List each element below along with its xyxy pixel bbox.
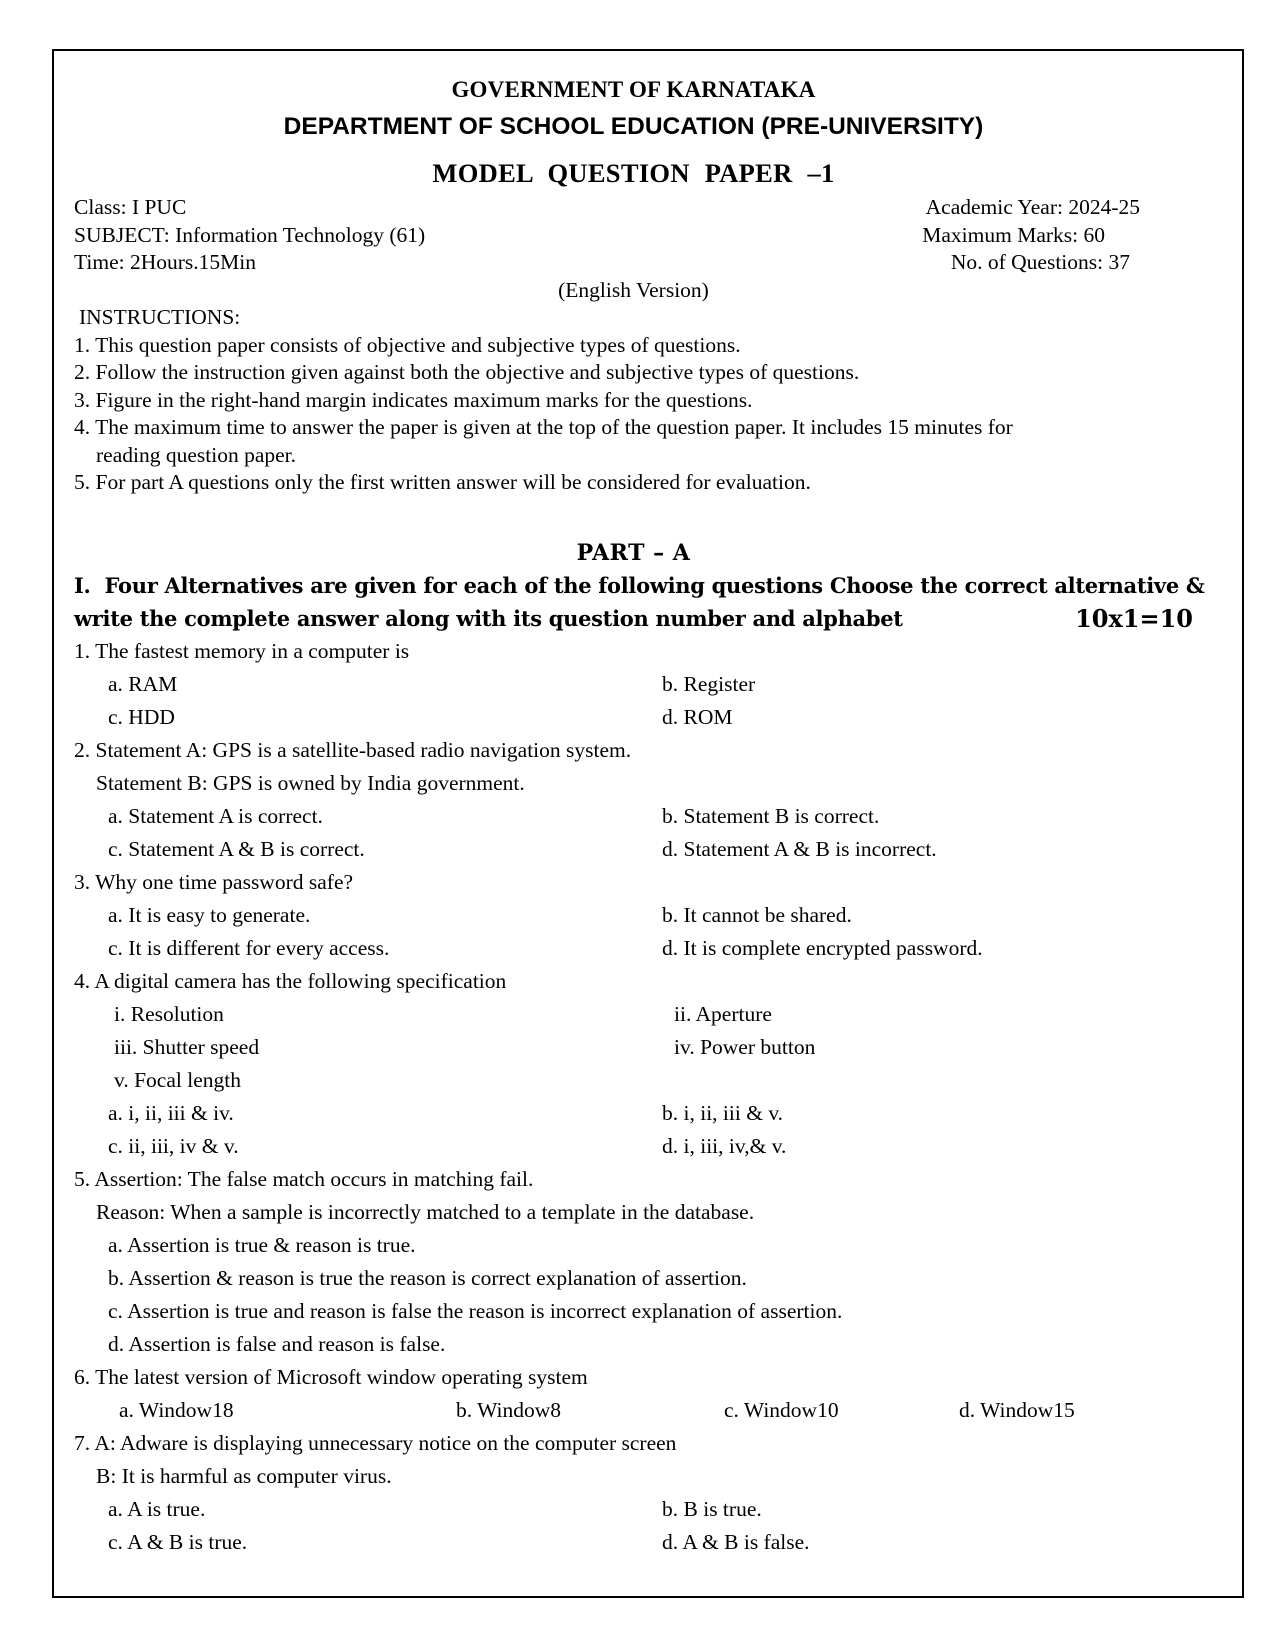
option: a. Window18: [119, 1397, 234, 1422]
option: d. A & B is false.: [662, 1529, 810, 1554]
option: d. It is complete encrypted password.: [662, 935, 983, 960]
option: b. B is true.: [662, 1496, 762, 1521]
option-row: [74, 701, 1193, 734]
question: [74, 734, 1193, 866]
instruction-line: 5. For part A questions only the first written answer will be considered for evaluation.: [74, 470, 811, 494]
option: c. HDD: [108, 704, 175, 729]
option: c. ii, iii, iv & v.: [108, 1133, 239, 1158]
option: d. Statement A & B is incorrect.: [662, 836, 937, 861]
question-text: Statement B: GPS is owned by India government.: [96, 770, 525, 795]
option-row: [74, 1229, 1193, 1262]
option: c. Statement A & B is correct.: [108, 836, 365, 861]
option-row: [74, 1295, 1193, 1328]
subject-label: SUBJECT: Information Technology (61): [74, 222, 426, 247]
question: [74, 866, 1193, 965]
part-a-title: PART – A: [576, 539, 691, 566]
option: a. Assertion is true & reason is true.: [108, 1232, 416, 1257]
exam-meta: [74, 194, 1193, 277]
part-a-direction-line2: write the complete answer along with its question number and alphabet: [74, 605, 903, 631]
paper-title: MODEL QUESTION PAPER –1: [432, 158, 835, 188]
question-text: 4. A digital camera has the following specification: [74, 968, 507, 993]
option: i. Resolution: [114, 1001, 224, 1026]
question: [74, 635, 1193, 734]
option-row: [74, 998, 1193, 1031]
instructions-list: [74, 332, 1193, 497]
option: a. Statement A is correct.: [108, 803, 323, 828]
option: b. Window8: [456, 1397, 562, 1422]
question: [74, 1361, 1193, 1427]
option: c. It is different for every access.: [108, 935, 390, 960]
instructions-title: INSTRUCTIONS:: [79, 305, 241, 329]
num-questions-label: No. of Questions: 37: [950, 250, 1130, 274]
part-a-direction-line2-row: [74, 602, 1193, 635]
instruction-line: 1. This question paper consists of objective and subjective types of questions.: [74, 332, 741, 357]
option: c. A & B is true.: [108, 1529, 248, 1554]
version-label: (English Version): [558, 277, 709, 302]
option: b. i, ii, iii & v.: [662, 1100, 784, 1125]
instruction-line: reading question paper.: [96, 442, 297, 467]
time-label: Time: 2Hours.15Min: [74, 250, 256, 274]
option-row: [74, 833, 1193, 866]
option: b. Register: [662, 671, 756, 696]
question-text: 6. The latest version of Microsoft window operating system: [74, 1364, 588, 1389]
instructions-section: [74, 304, 1193, 497]
question-text: B: It is harmful as computer virus.: [96, 1463, 392, 1488]
option: c. Window10: [724, 1397, 839, 1422]
instruction-line: 3. Figure in the right-hand margin indicates maximum marks for the questions.: [74, 387, 753, 412]
option-row: [74, 1130, 1193, 1163]
question: [74, 965, 1193, 1163]
marks-scheme-label: 10x1=10: [1075, 603, 1193, 633]
question-text: 3. Why one time password safe?: [74, 869, 354, 894]
option-row: [74, 1394, 1193, 1427]
option: d. ROM: [662, 704, 733, 729]
question-text: Reason: When a sample is incorrectly matched to a template in the database.: [96, 1199, 755, 1224]
option-row: [74, 1262, 1193, 1295]
option: v. Focal length: [114, 1067, 241, 1092]
option: b. It cannot be shared.: [662, 902, 852, 927]
class-label: Class: I PUC: [74, 195, 187, 219]
question: [74, 1163, 1193, 1361]
option: a. It is easy to generate.: [108, 902, 311, 927]
questions-list: [74, 635, 1193, 1559]
option: d. Window15: [959, 1397, 1075, 1422]
exam-meta-left: [74, 194, 425, 277]
academic-year-label: Academic Year: 2024-25: [925, 195, 1140, 219]
option: b. Assertion & reason is true the reason is correct explanation of assertion.: [108, 1265, 747, 1290]
option: a. i, ii, iii & iv.: [108, 1100, 234, 1125]
max-marks-label: Maximum Marks: 60: [922, 222, 1105, 247]
option: a. A is true.: [108, 1496, 206, 1521]
option: b. Statement B is correct.: [662, 803, 880, 828]
option-row: [74, 1097, 1193, 1130]
question-paper-page: [52, 49, 1244, 1598]
question-text: 1. The fastest memory in a computer is: [74, 638, 410, 663]
option-row: [74, 899, 1193, 932]
option-row: [74, 932, 1193, 965]
option-row: [74, 800, 1193, 833]
question-text: 7. A: Adware is displaying unnecessary notice on the computer screen: [74, 1430, 677, 1455]
question-text: 5. Assertion: The false match occurs in matching fail.: [74, 1166, 534, 1191]
option-row: [74, 1064, 1193, 1097]
question-text: 2. Statement A: GPS is a satellite-based radio navigation system.: [74, 737, 632, 762]
part-a-direction-line1: I. Four Alternatives are given for each of the following questions Choose the correct alternative &: [74, 572, 1205, 598]
option-row: [74, 1031, 1193, 1064]
option: d. i, iii, iv,& v.: [662, 1133, 787, 1158]
option: iv. Power button: [674, 1034, 816, 1059]
option-row: [74, 1328, 1193, 1361]
instruction-line: 2. Follow the instruction given against both the objective and subjective types of questions.: [74, 360, 860, 384]
option: a. RAM: [108, 671, 178, 696]
department-title: DEPARTMENT OF SCHOOL EDUCATION (PRE-UNIVERSITY): [283, 113, 984, 140]
option: c. Assertion is true and reason is false the reason is incorrect explanation of assertion.: [108, 1298, 843, 1323]
option: iii. Shutter speed: [114, 1034, 260, 1059]
option-row: [74, 1493, 1193, 1526]
government-title: GOVERNMENT OF KARNATAKA: [451, 77, 816, 102]
option-row: [74, 668, 1193, 701]
instruction-line: 4. The maximum time to answer the paper is given at the top of the question paper. It includes 15 minutes for: [74, 415, 1013, 439]
question: [74, 1427, 1193, 1559]
option: ii. Aperture: [674, 1001, 772, 1026]
option: d. Assertion is false and reason is false.: [108, 1331, 446, 1356]
option-row: [74, 1526, 1193, 1559]
